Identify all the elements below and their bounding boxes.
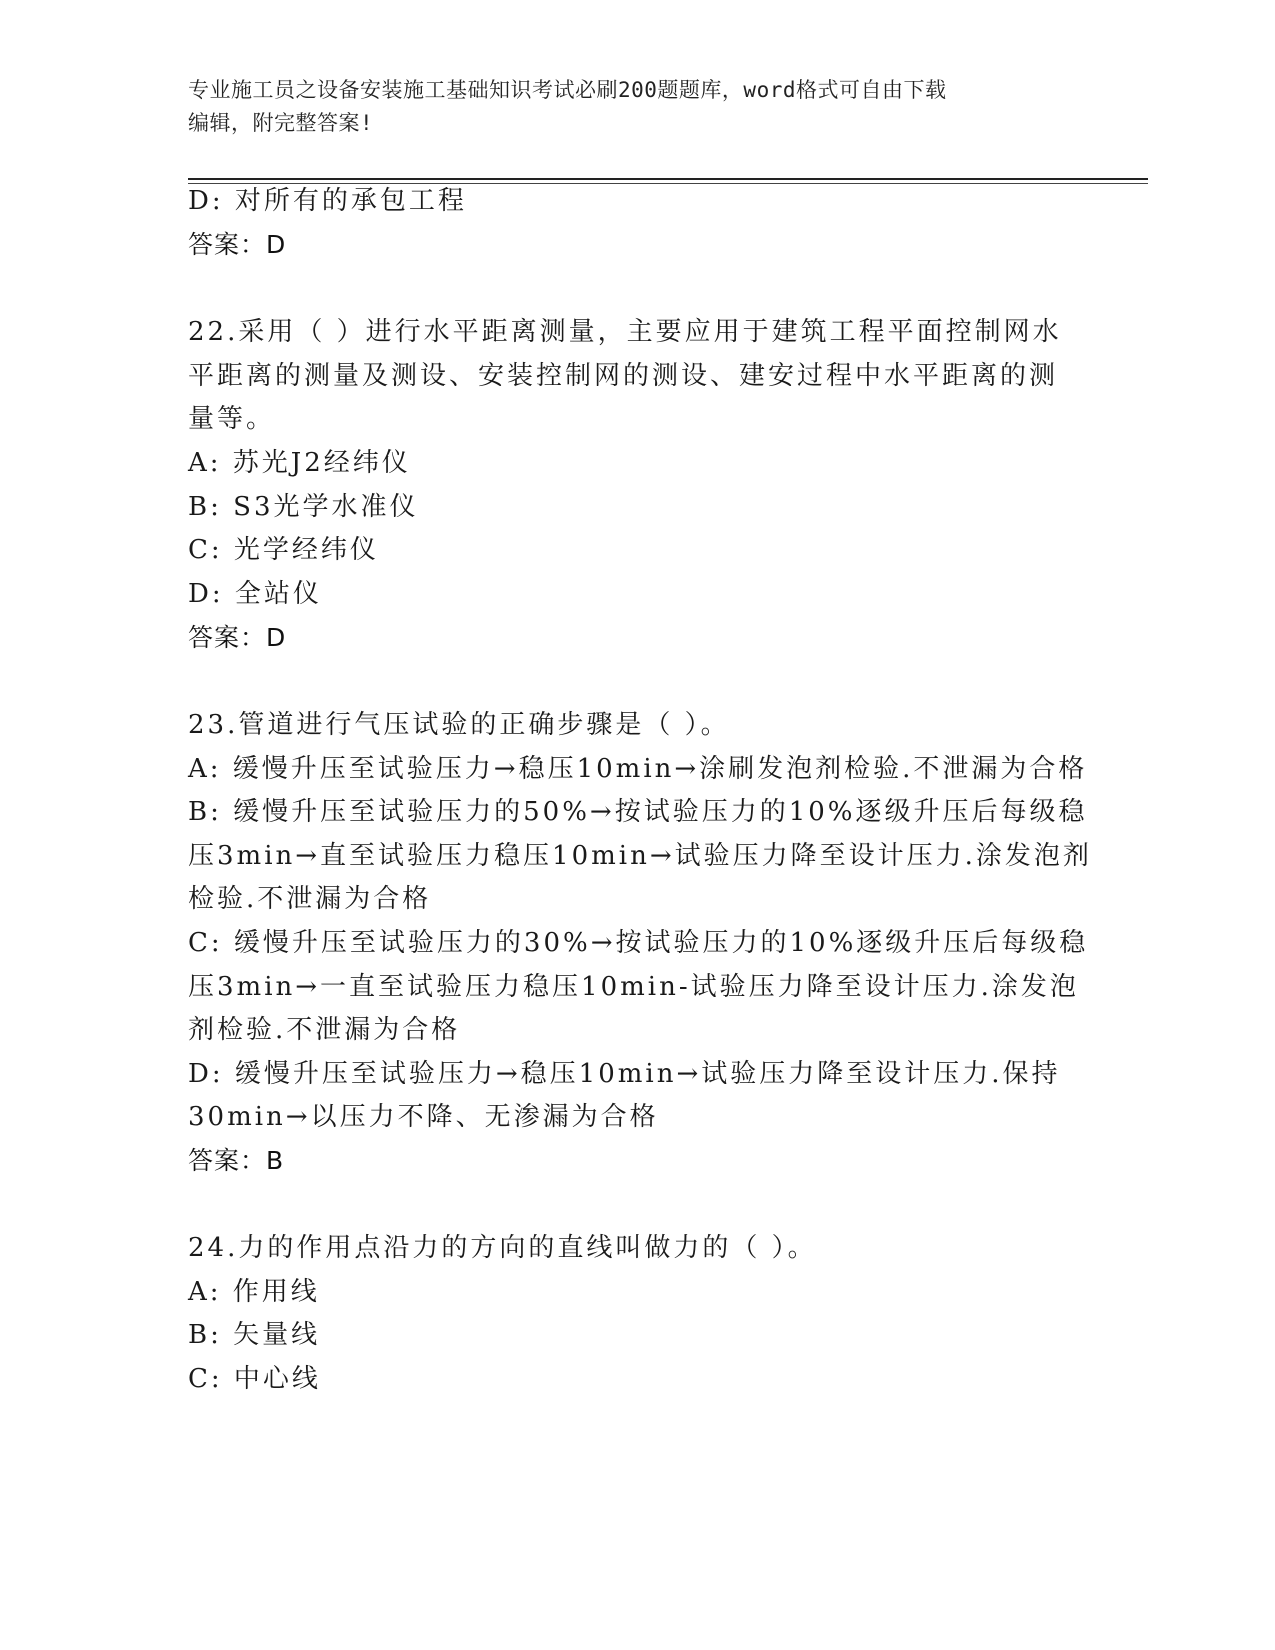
document-header — [188, 74, 1068, 140]
q21-option-d: D: 对所有的承包工程 — [188, 186, 467, 216]
q22-option-d: D: 全站仪 — [188, 579, 322, 609]
q23-option-b-line-3: 检验.不泄漏为合格 — [188, 884, 432, 914]
q23-option-b-line-1: B: 缓慢升压至试验压力的50%→按试验压力的10%逐级升压后每级稳 — [188, 797, 1088, 827]
q22-option-c: C: 光学经纬仪 — [188, 535, 379, 565]
q23-option-c-line-1: C: 缓慢升压至试验压力的30%→按试验压力的10%逐级升压后每级稳 — [188, 928, 1089, 958]
q23-stem: 23.管道进行气压试验的正确步骤是（ ）。 — [188, 710, 730, 740]
q22-answer: 答案：D — [188, 623, 287, 652]
q22-stem-line-2: 平距离的测量及测设、安装控制网的测设、建安过程中水平距离的测 — [188, 361, 1059, 391]
header-title-line-1: 专业施工员之设备安装施工基础知识考试必刷200题题库，word格式可自由下载 — [188, 78, 947, 102]
q24-option-a: A: 作用线 — [188, 1277, 320, 1307]
q23-option-c-line-3: 剂检验.不泄漏为合格 — [188, 1015, 461, 1045]
q23-answer: 答案：B — [188, 1146, 285, 1175]
header-title-line-2: 编辑，附完整答案! — [188, 111, 374, 135]
q23-option-c-line-2: 压3min→一直至试验压力稳压10min-试验压力降至设计压力.涂发泡 — [188, 972, 1079, 1002]
q23-option-d-line-1: D: 缓慢升压至试验压力→稳压10min→试验压力降至设计压力.保持 — [188, 1059, 1061, 1089]
q22-stem-line-3: 量等。 — [188, 404, 276, 434]
q24-stem: 24.力的作用点沿力的方向的直线叫做力的（ ）。 — [188, 1233, 817, 1263]
q22-option-b: B: S3光学水准仪 — [188, 492, 419, 522]
q23-option-a: A: 缓慢升压至试验压力→稳压10min→涂刷发泡剂检验.不泄漏为合格 — [188, 754, 1088, 784]
q23-option-d-line-2: 30min→以压力不降、无渗漏为合格 — [188, 1102, 659, 1132]
q22-option-a: A: 苏光J2经纬仪 — [188, 448, 411, 478]
q22-stem-line-1: 22.采用（ ）进行水平距离测量，主要应用于建筑工程平面控制网水 — [188, 317, 1062, 347]
q24-option-c: C: 中心线 — [188, 1364, 321, 1394]
q23-option-b-line-2: 压3min→直至试验压力稳压10min→试验压力降至设计压力.涂发泡剂 — [188, 841, 1092, 871]
q21-answer: 答案：D — [188, 230, 287, 259]
q24-option-b: B: 矢量线 — [188, 1320, 321, 1350]
